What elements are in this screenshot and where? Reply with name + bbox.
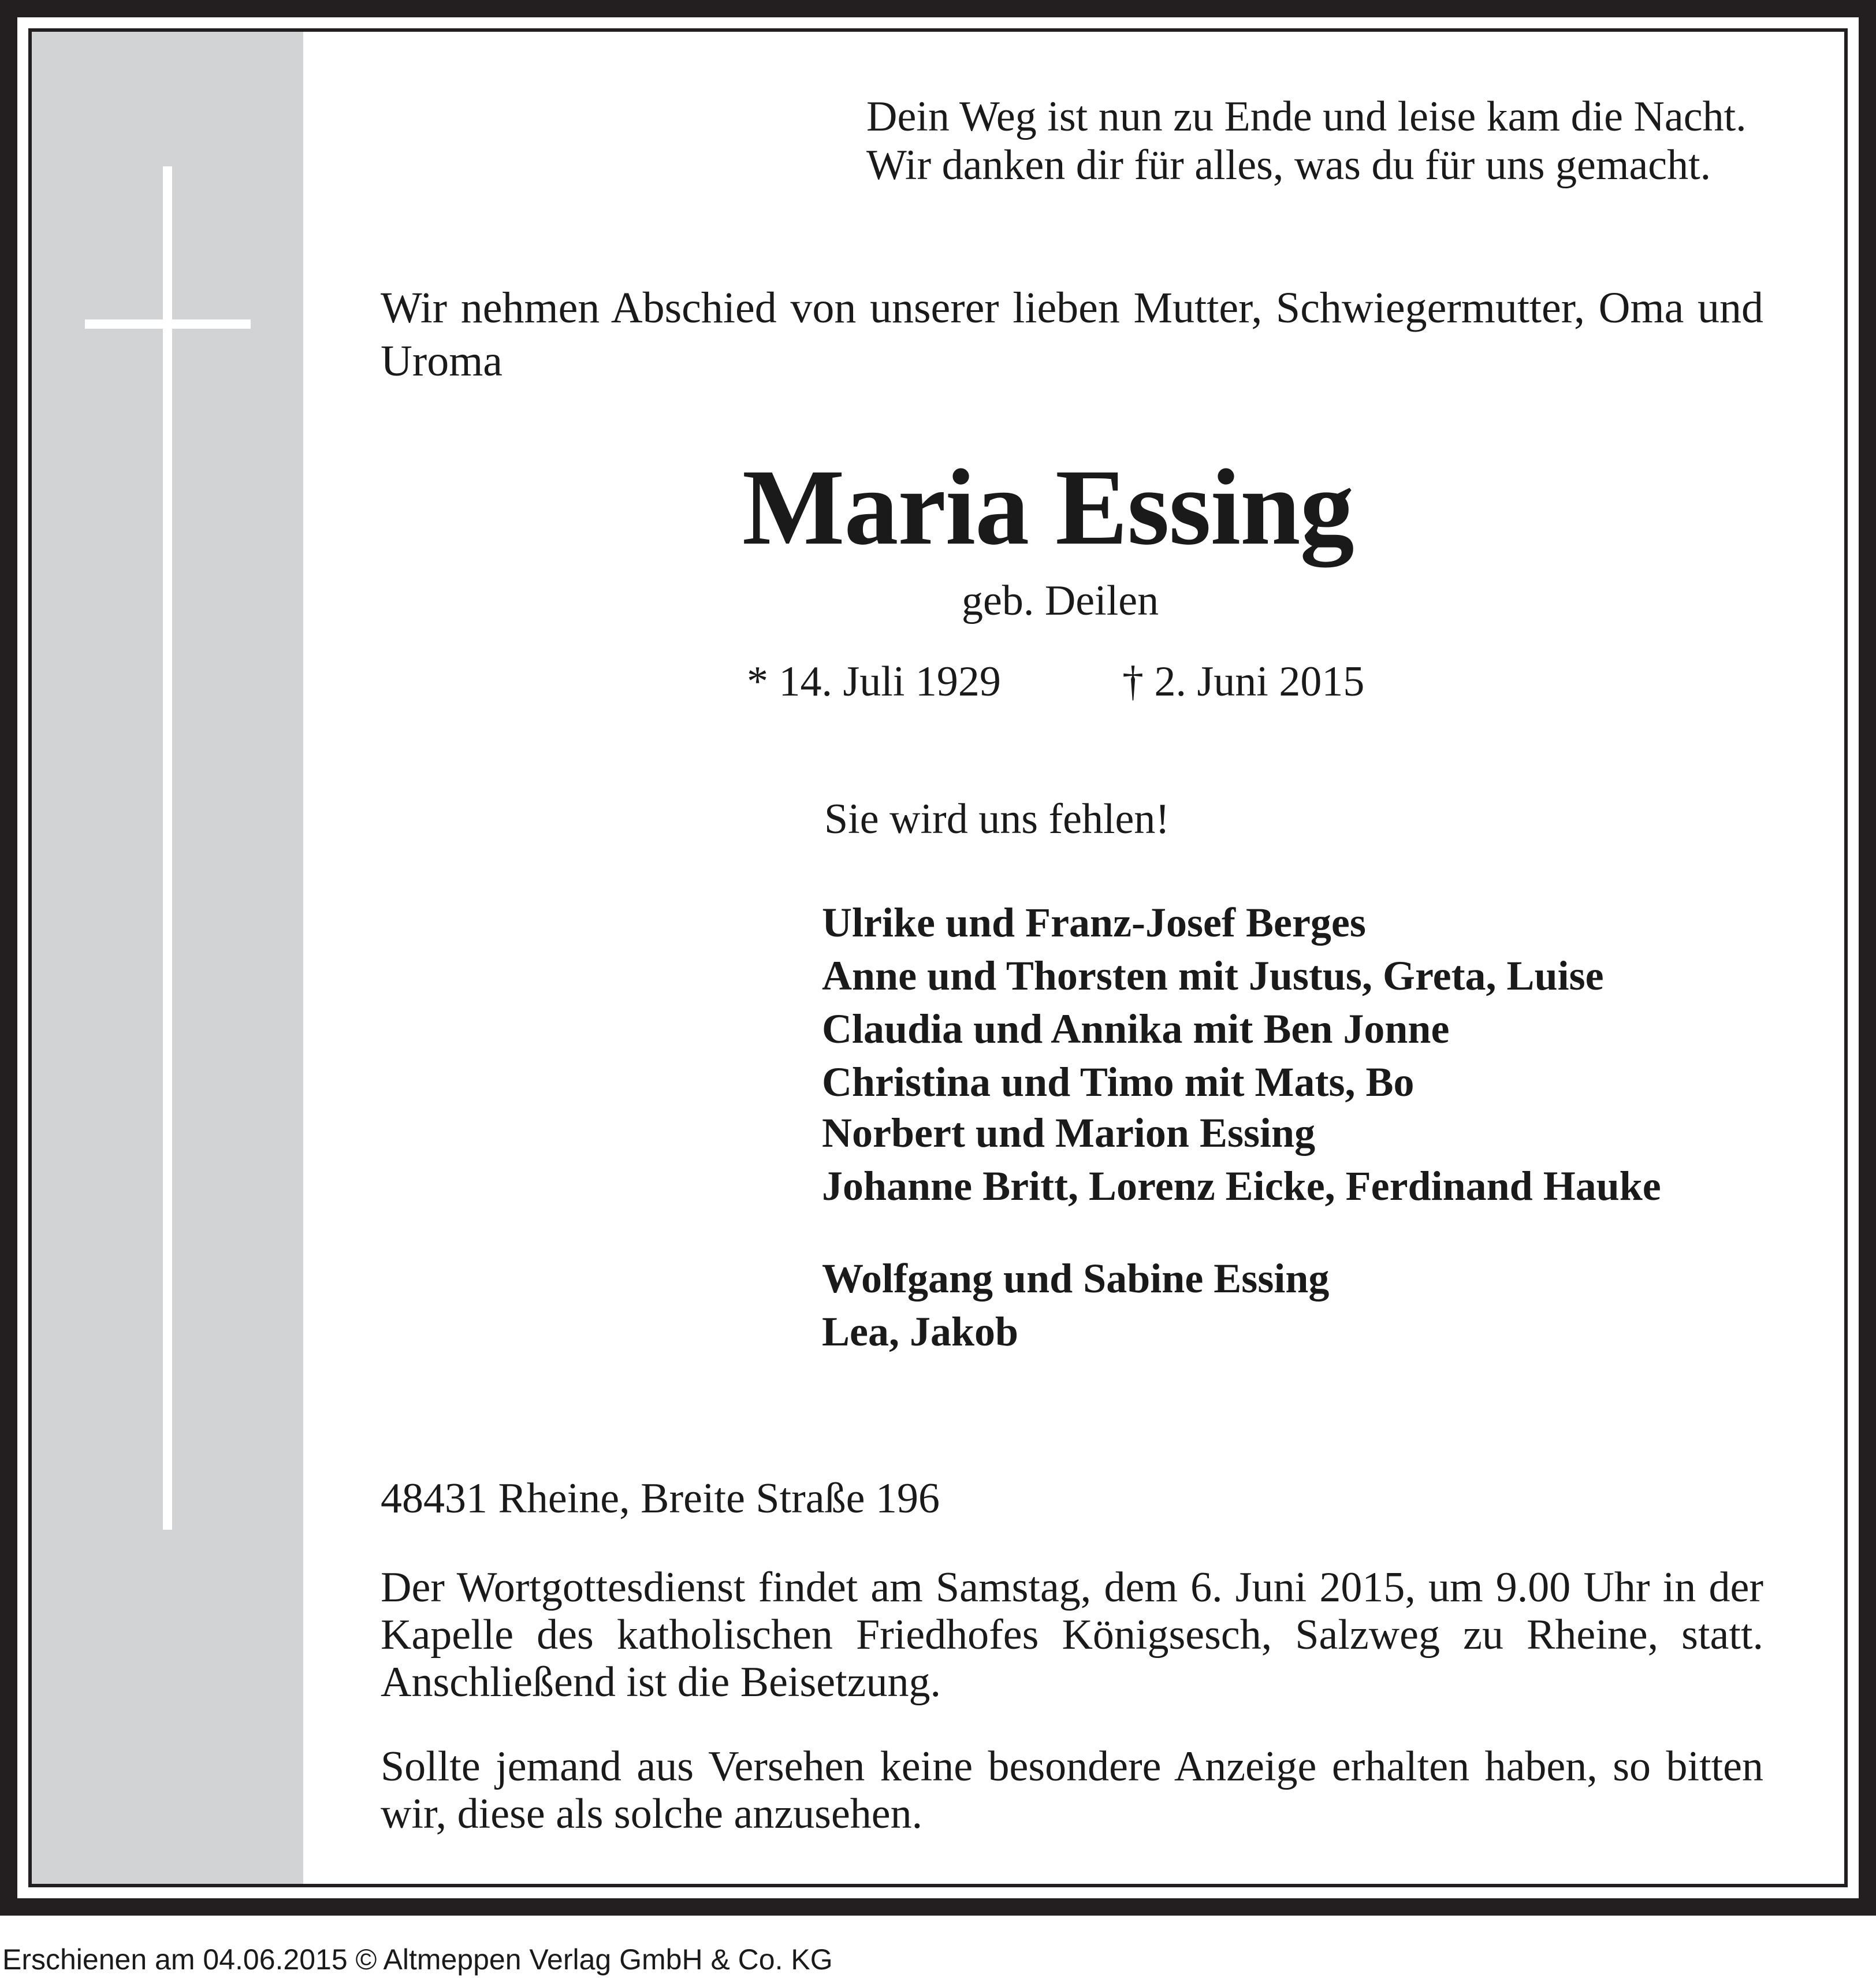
poem-line-2: Wir danken dir für alles, was du für uns gemacht.	[866, 142, 1711, 189]
intro-text: Wir nehmen Abschied von unserer lieben Mutter, Schwiegermutter, Oma und Uroma	[381, 284, 1763, 385]
family-line: Christina und Timo mit Mats, Bo	[822, 1059, 1415, 1105]
family-group-norbert	[822, 1106, 1661, 1213]
maiden-name: geb. Deilen	[962, 577, 1159, 624]
poem	[866, 92, 1747, 189]
family-line: Anne und Thorsten mit Justus, Greta, Luise	[822, 953, 1604, 999]
cross-icon	[163, 166, 172, 1530]
family-line: Wolfgang und Sabine Essing	[822, 1255, 1330, 1302]
notice-text: Sollte jemand aus Versehen keine besondere Anzeige erhalten haben, so bitten wir, diese als solche anzusehen.	[381, 1743, 1763, 1838]
side-bar	[32, 32, 303, 1884]
publication-footer: Erschienen am 04.06.2015 © Altmeppen Verlag GmbH & Co. KG	[2, 1943, 833, 1976]
family-line: Ulrike und Franz-Josef Berges	[822, 899, 1366, 946]
closing-phrase: Sie wird uns fehlen!	[824, 795, 1170, 843]
family-line: Lea, Jakob	[822, 1308, 1019, 1355]
family-group-berges	[822, 896, 1604, 1109]
birth-date: * 14. Juli 1929	[747, 658, 1001, 705]
family-line: Claudia und Annika mit Ben Jonne	[822, 1006, 1450, 1052]
address: 48431 Rheine, Breite Straße 196	[381, 1475, 940, 1522]
family-line: Norbert und Marion Essing	[822, 1110, 1316, 1156]
deceased-name: Maria Essing	[742, 447, 1354, 567]
poem-line-1: Dein Weg ist nun zu Ende und leise kam die Nacht.	[866, 93, 1747, 140]
family-group-wolfgang	[822, 1252, 1329, 1358]
obituary-panel	[32, 32, 1844, 1884]
death-date: † 2. Juni 2015	[1122, 658, 1365, 705]
cross-icon-crossbar	[85, 319, 251, 329]
service-info: Der Wortgottesdienst findet am Samstag, dem 6. Juni 2015, um 9.00 Uhr in der Kapelle des katholischen Friedhofes Königsesch, Salzweg zu Rheine, statt. Anschließend ist die Beisetzung.	[381, 1564, 1763, 1706]
family-line: Johanne Britt, Lorenz Eicke, Ferdinand Hauke	[822, 1163, 1661, 1209]
